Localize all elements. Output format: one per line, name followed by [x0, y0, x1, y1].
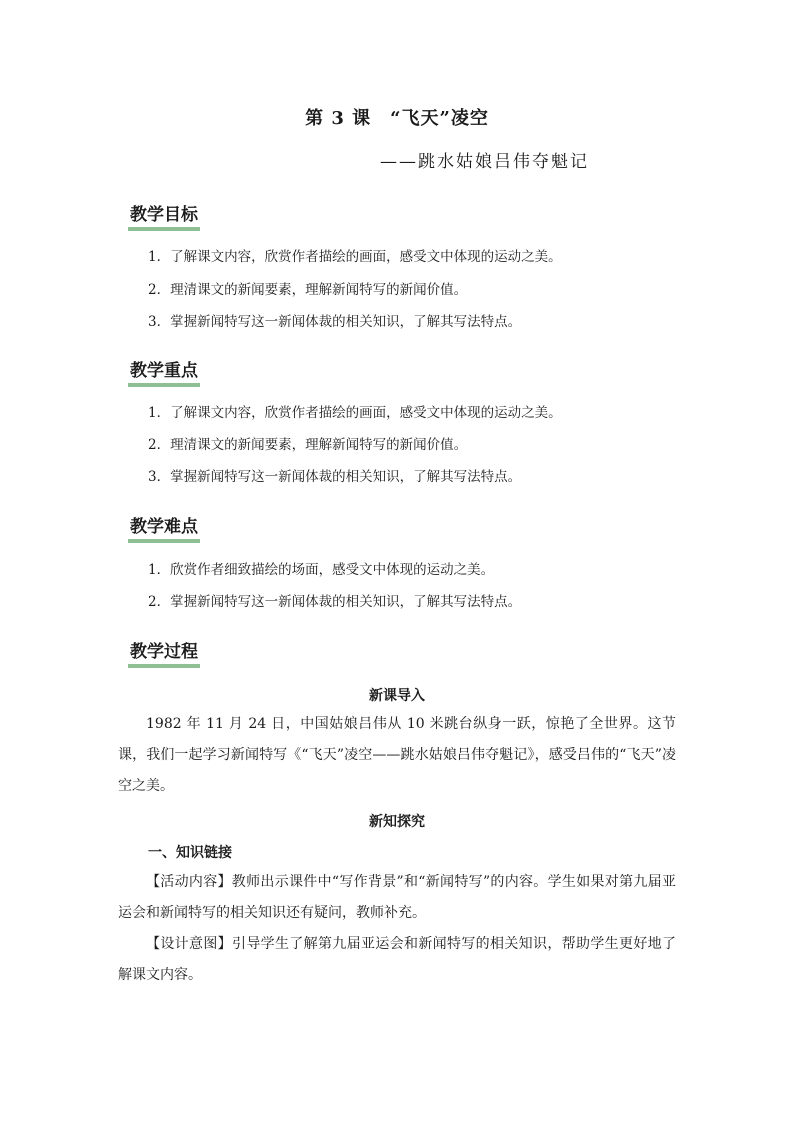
lesson-subtitle: ——跳水姑娘吕伟夺魁记 [380, 152, 589, 172]
objective-item-3: 3．掌握新闻特写这一新闻体裁的相关知识，了解其写法特点。 [148, 314, 522, 330]
key-points-heading: 教学重点 [128, 361, 200, 387]
process-heading: 教学过程 [128, 642, 200, 668]
objective-item-1: 1．了解课文内容，欣赏作者描绘的画面，感受文中体现的运动之美。 [148, 249, 562, 265]
intro-heading: 新课导入 [369, 688, 425, 704]
knowledge-link-heading: 一、知识链接 [148, 845, 232, 861]
activity-paragraph: 【活动内容】教师出示课件中“写作背景”和“新闻特写”的内容。学生如果对第九届亚运会和新闻特写的相关知识还有疑问，教师补充。 [118, 874, 676, 921]
design-intent-paragraph: 【设计意图】引导学生了解第九届亚运会和新闻特写的相关知识，帮助学生更好地了解课文内容。 [118, 936, 676, 983]
difficulty-item-1: 1．欣赏作者细致描绘的场面，感受文中体现的运动之美。 [148, 562, 495, 578]
key-point-item-3: 3．掌握新闻特写这一新闻体裁的相关知识，了解其写法特点。 [148, 469, 522, 485]
key-point-item-1: 1．了解课文内容，欣赏作者描绘的画面，感受文中体现的运动之美。 [148, 405, 562, 421]
key-point-item-2: 2．理清课文的新闻要素，理解新闻特写的新闻价值。 [148, 437, 468, 453]
lesson-title: 第 3 课 “飞天”凌空 [305, 108, 489, 129]
difficulty-item-2: 2．掌握新闻特写这一新闻体裁的相关知识，了解其写法特点。 [148, 594, 522, 610]
explore-heading: 新知探究 [369, 814, 425, 830]
difficulties-heading: 教学难点 [128, 517, 200, 543]
objectives-heading: 教学目标 [128, 205, 200, 231]
intro-paragraph: 1982 年 11 月 24 日，中国姑娘吕伟从 10 米跳台纵身一跃，惊艳了全世界。这节课，我们一起学习新闻特写《“飞天”凌空——跳水姑娘吕伟夺魁记》，感受吕伟的“飞天”凌空之美。 [118, 716, 676, 794]
objective-item-2: 2．理清课文的新闻要素，理解新闻特写的新闻价值。 [148, 282, 468, 298]
